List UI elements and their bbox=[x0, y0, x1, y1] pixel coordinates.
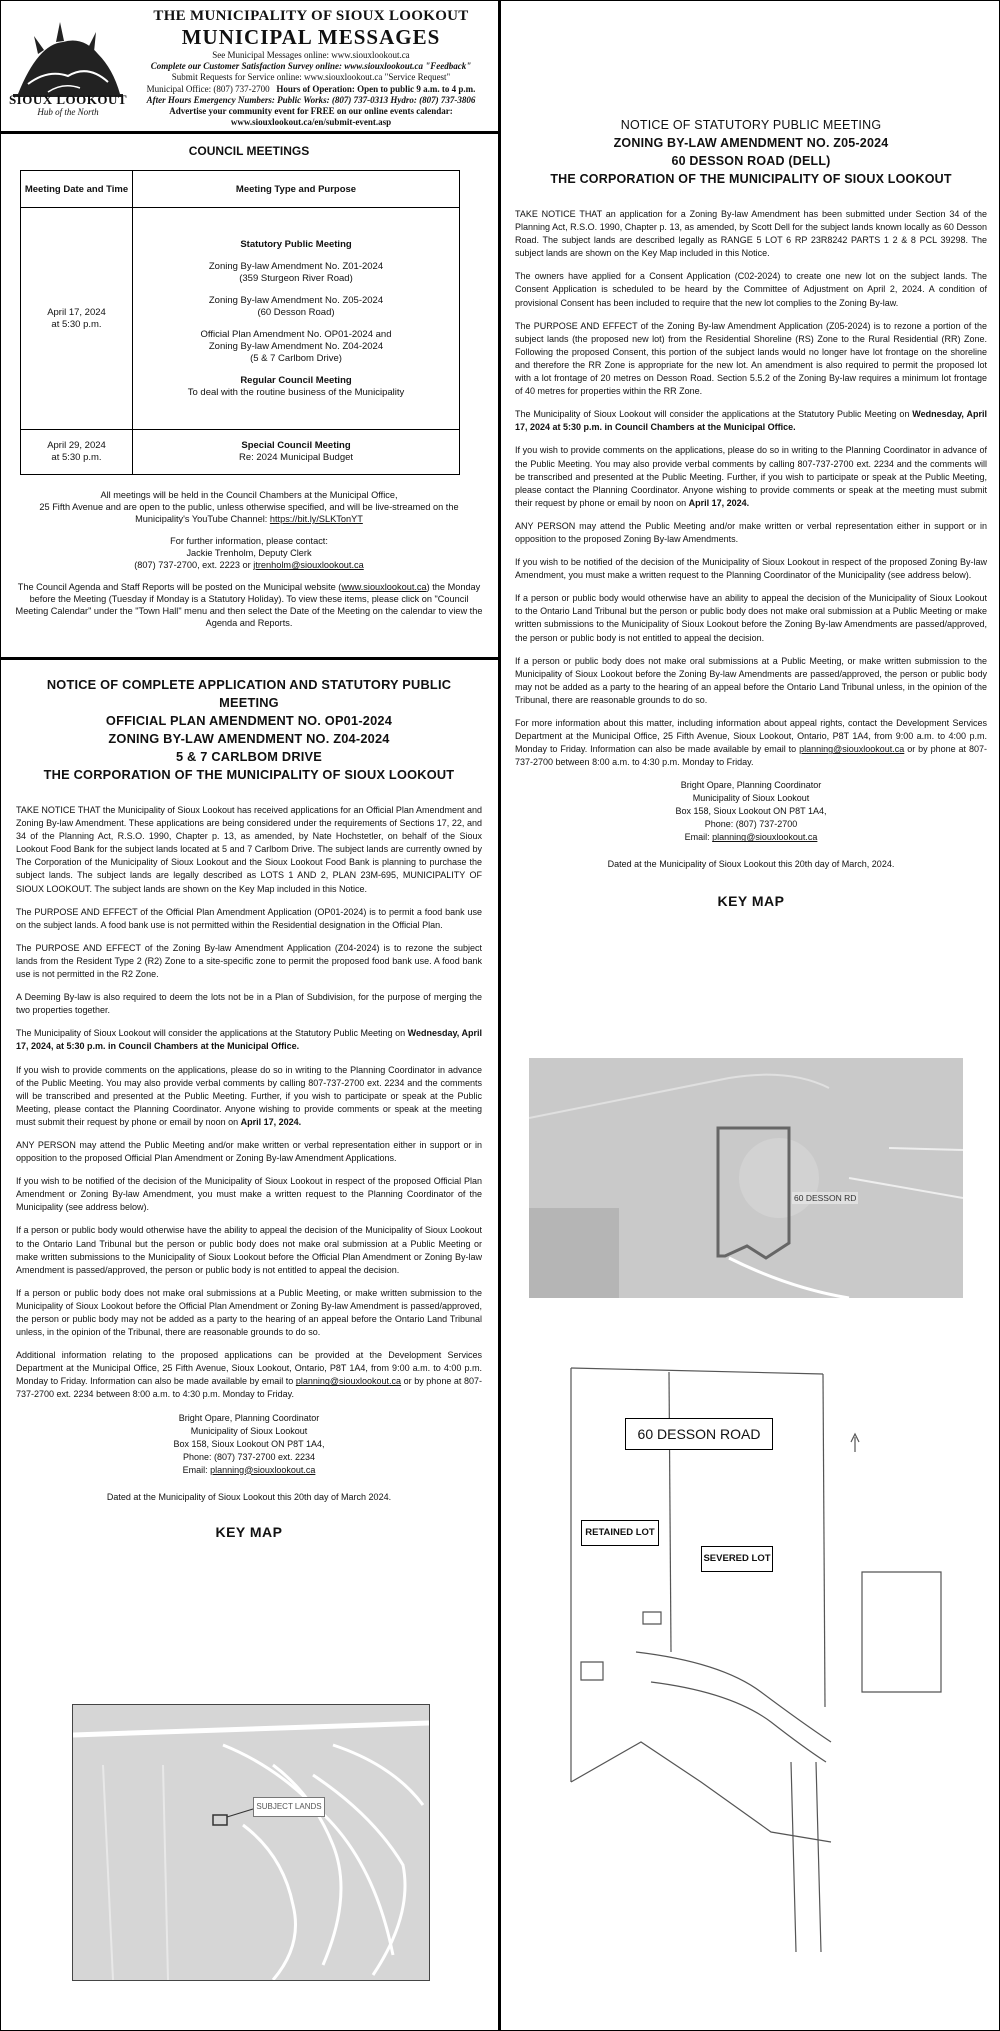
notice-op01-section bbox=[0, 676, 498, 1540]
council-meetings-title: COUNCIL MEETINGS bbox=[188, 144, 310, 158]
meeting-date-cell bbox=[21, 430, 133, 475]
meeting-type: Special Council Meeting bbox=[241, 440, 351, 451]
notice-paragraph bbox=[16, 1027, 482, 1053]
desson-road-map-label: 60 DESSON RD bbox=[794, 1193, 857, 1203]
masthead-title: MUNICIPAL MESSAGES bbox=[181, 25, 441, 49]
contact-text: (807) 737-2700, ext. 2223 or bbox=[134, 560, 251, 570]
paragraph-text: The Municipality of Sioux Lookout will consider the applications at the Statutory Public Meeting on bbox=[515, 409, 913, 420]
masthead-line-office bbox=[128, 84, 494, 95]
signature-block bbox=[16, 1412, 482, 1477]
meeting-purpose-cell bbox=[133, 208, 460, 430]
planning-email-link[interactable]: planning@siouxlookout.ca bbox=[210, 1464, 316, 1475]
masthead bbox=[0, 0, 498, 132]
signature-line: Phone: (807) 737-2700 ext. 2234 bbox=[182, 1451, 316, 1462]
notice-paragraph bbox=[16, 1349, 482, 1401]
signature-line: Phone: (807) 737-2700 bbox=[704, 819, 798, 830]
keymap-title: KEY MAP bbox=[215, 1523, 283, 1540]
lot-sketch bbox=[541, 1362, 971, 1952]
signature-line bbox=[16, 1464, 482, 1477]
notice-z05-section bbox=[515, 116, 987, 909]
signature-block bbox=[515, 779, 987, 844]
planning-email-link[interactable]: planning@siouxlookout.ca bbox=[712, 832, 818, 843]
meeting-date-bold: Wednesday, April 17, 2024, at 5:30 p.m. in Council Chambers at the Municipal Office. bbox=[16, 1028, 483, 1052]
col-header-date: Meeting Date and Time bbox=[21, 171, 133, 208]
notice-paragraph: TAKE NOTICE THAT an application for a Zoning By-law Amendment has been submitted under Section 34 of the Planning Act, R.S.O. 1990, Chapter p. 13, as amended, by Scott Dell for the subject lands known locally as 60 Desson Road. The subject lands are described legally as RANGE 5 LOT 6 RP 23R8242 PARTS 1 2 & 8 PCL 39298. The subject lands are shown on the Key Map included in this Notice. bbox=[515, 209, 987, 259]
council-rule bbox=[0, 657, 498, 660]
meeting-date-bold: Wednesday, April 17, 2024 at 5:30 p.m. in Council Chambers at the Municipal Office. bbox=[515, 409, 988, 433]
masthead-org: THE MUNICIPALITY OF SIOUX LOOKOUT bbox=[153, 8, 469, 24]
sketch-title-label: 60 DESSON ROAD bbox=[625, 1418, 773, 1450]
retained-lot-label: RETAINED LOT bbox=[581, 1520, 659, 1546]
meeting-item: (60 Desson Road) bbox=[257, 306, 335, 318]
notice-paragraph bbox=[16, 1064, 482, 1129]
masthead-line-service: Submit Requests for Service online: www.siouxlookout.ca "Service Request" bbox=[171, 72, 451, 83]
title-line: 5 & 7 CARLBOM DRIVE bbox=[175, 749, 322, 764]
signature-line: Municipality of Sioux Lookout bbox=[190, 1425, 308, 1436]
masthead-line-emergency: After Hours Emergency Numbers: Public Works: (807) 737-0313 Hydro: (807) 737-3806 bbox=[146, 94, 476, 105]
signature-line: Box 158, Sioux Lookout ON P8T 1A4, bbox=[675, 806, 827, 817]
paragraph-text: The Municipality of Sioux Lookout will consider the applications at the Statutory Public Meeting on bbox=[16, 1028, 408, 1039]
meeting-item: Zoning By-law Amendment No. Z04-2024 bbox=[208, 340, 384, 352]
table-row bbox=[21, 430, 460, 475]
info-line: 25 Fifth Avenue and are open to the public, unless otherwise specified, and will be live-streamed on the bbox=[39, 502, 459, 512]
notice-z05-title bbox=[515, 116, 987, 188]
contact-line: For further information, please contact: bbox=[170, 536, 328, 546]
meeting-time: at 5:30 p.m. bbox=[51, 318, 102, 330]
notice-paragraph: The PURPOSE AND EFFECT of the Zoning By-law Amendment Application (Z04-2024) is to rezone the subject lands from the Resident Type 2 (R2) Zone to a site-specific zone to permit the proposed food bank use. A food bank use is not permitted in the R2 Zone. bbox=[16, 942, 482, 980]
planning-email-link[interactable]: planning@siouxlookout.ca bbox=[799, 744, 905, 755]
meeting-type: Statutory Public Meeting bbox=[240, 238, 352, 250]
planning-email-link[interactable]: planning@siouxlookout.ca bbox=[295, 1376, 402, 1387]
deadline-bold: April 17, 2024. bbox=[240, 1116, 302, 1127]
key-map-carlbom bbox=[72, 1704, 430, 1981]
meeting-date-cell bbox=[21, 208, 133, 430]
signature-line: Municipality of Sioux Lookout bbox=[692, 793, 810, 804]
meeting-purpose-cell bbox=[133, 430, 460, 475]
masthead-line-survey: Complete our Customer Satisfaction Survey online: www.siouxlookout.ca "Feedback" bbox=[150, 61, 472, 72]
notice-paragraph: If a person or public body would otherwise have the ability to appeal the decision of the Municipality of Sioux Lookout to the Ontario Land Tribunal but the person or public body does not make oral submission at a Public Meeting or make written submissions to the Municipality of Sioux Lookout before the Official Plan Amendment or Zoning By-law Amendment is passed/approved, the person or public body is not entitled to appeal the decision. bbox=[16, 1225, 482, 1275]
notice-paragraph bbox=[515, 408, 987, 434]
signature-line: Box 158, Sioux Lookout ON P8T 1A4, bbox=[173, 1438, 325, 1449]
meeting-item: (359 Sturgeon River Road) bbox=[239, 272, 353, 284]
col-header-type: Meeting Type and Purpose bbox=[133, 171, 460, 208]
masthead-line-online: See Municipal Messages online: www.siouxlookout.ca bbox=[212, 50, 410, 60]
logo-tagline: Hub of the North bbox=[37, 107, 99, 117]
info-line: All meetings will be held in the Council Chambers at the Municipal Office, bbox=[100, 490, 398, 500]
signature-line: Bright Opare, Planning Coordinator bbox=[680, 780, 822, 791]
meeting-type: Regular Council Meeting bbox=[240, 374, 352, 386]
email-label: Email: bbox=[182, 1464, 208, 1475]
masthead-line-events: Advertise your community event for FREE on our online events calendar: bbox=[169, 106, 453, 117]
meeting-item: (5 & 7 Carlbom Drive) bbox=[250, 352, 342, 364]
masthead-text bbox=[128, 8, 494, 128]
title-line: ZONING BY-LAW AMENDMENT NO. Z04-2024 bbox=[108, 731, 390, 746]
meeting-date: April 29, 2024 bbox=[47, 440, 106, 451]
notice-paragraph: The PURPOSE AND EFFECT of the Zoning By-law Amendment Application (Z05-2024) is to rezone a portion of the subject lands (the proposed new lot) from the Residential Shoreline (RS) Zone to the Rural Residential (RR) Zone. Following the proposed Consent, this portion of the subject lands would no longer have lot frontage on the shoreline and therefore the RR Zone is appropriate for the new lot. An amendment is also required to permit the proposed lot with a lot frontage of 20 metres on Desson Road. Section 5.5.2 of the Zoning By-law requires a minimum lot frontage of 40 metres for properties within the RR Zone. bbox=[515, 320, 987, 397]
office-phone: Municipal Office: (807) 737-2700 bbox=[146, 83, 270, 94]
notice-paragraph: ANY PERSON may attend the Public Meeting and/or make written or verbal representation either in support or in opposition to the proposed Official Plan Amendment or Zoning By-law Amendment Applications. bbox=[16, 1139, 482, 1164]
paragraph-text: or by phone at 807-737-2700 between 8:00 a.m. to 4:30 p.m. Monday to Friday. bbox=[515, 744, 987, 768]
paragraph-text: Additional information relating to the proposed applications can be provided at the Development Services Department at the Municipal Office, 25 Fifth Avenue, Sioux Lookout, Ontario, P8T 1A4, from 9:00 a.m. to 4:00 p.m. Monday to Friday. Information can also be made available by email to bbox=[16, 1350, 482, 1387]
meeting-item: Zoning By-law Amendment No. Z01-2024 bbox=[208, 260, 384, 272]
info-line bbox=[14, 513, 484, 525]
paragraph-text: If you wish to provide comments on the applications, please do so in writing to the Planning Coordinator in advance of the Public Meeting. You may also provide verbal comments by calling 807-737-2700 ext. 2234 and the comments will be transcribed and presented at the Public Meeting. Further, if you wish to participate or speak at the Public Meeting, please contact the Planning Coordinator. Anyone wishing to provide comments or speak at the meeting must submit their request by phone or email by noon on bbox=[515, 445, 987, 508]
meeting-date: April 17, 2024 bbox=[47, 306, 106, 318]
info-text: Municipality's YouTube Channel: bbox=[135, 514, 268, 524]
meeting-item: Official Plan Amendment No. OP01-2024 and bbox=[200, 328, 392, 340]
column-divider bbox=[498, 0, 501, 2031]
council-meetings-section bbox=[0, 144, 498, 629]
contact-info bbox=[0, 535, 498, 571]
dated-line: Dated at the Municipality of Sioux Lookout this 20th day of March, 2024. bbox=[607, 859, 895, 870]
notice-paragraph: TAKE NOTICE THAT the Municipality of Sioux Lookout has received applications for an Official Plan Amendment and Zoning By-law Amendment. These applications are being considered under the requirements of Sections 17, 22, and 34 of the Planning Act, R.S.O. 1990, Chapter p. 13, as amended, by Nate Hochstetler, on behalf of the Sioux Lookout Food Bank for the subject lands located at 5 and 7 Carlbom Drive. The subject lands are currently owned by The Corporation of the Municipality of Sioux Lookout and the Sioux Lookout Food Bank is planning to purchase the subject lands. The subject lands are legally described as LOTS 1 AND 2, PLAN 23M-695, MUNICIPALITY OF SIOUX LOOKOUT. The subject lands are shown on the Key Map included in this Notice. bbox=[16, 805, 482, 894]
meeting-item: To deal with the routine business of the Municipality bbox=[187, 386, 405, 398]
meeting-item: Zoning By-law Amendment No. Z05-2024 bbox=[208, 294, 384, 306]
notice-paragraph: The owners have applied for a Consent Application (C02-2024) to create one new lot on the subject lands. The Consent Application is scheduled to be heard by the Committee of Adjustment on April 2, 2024. A condition of provisional Consent has been included to require that the new lot complies to the Zoning By-law. bbox=[515, 271, 987, 308]
email-label: Email: bbox=[684, 832, 710, 843]
title-line: NOTICE OF STATUTORY PUBLIC MEETING bbox=[620, 118, 882, 132]
masthead-line-events-url: www.siouxlookout.ca/en/submit-event.asp bbox=[230, 117, 392, 128]
clerk-email-link[interactable]: jtrenholm@siouxlookout.ca bbox=[253, 560, 364, 570]
subject-lands-label: SUBJECT LANDS bbox=[253, 1797, 325, 1817]
title-line: ZONING BY-LAW AMENDMENT NO. Z05-2024 bbox=[613, 136, 889, 150]
meeting-item: Re: 2024 Municipal Budget bbox=[238, 452, 354, 463]
title-line: OFFICIAL PLAN AMENDMENT NO. OP01-2024 bbox=[105, 713, 393, 728]
notice-paragraph: ANY PERSON may attend the Public Meeting and/or make written or verbal representation either in support or in opposition to the proposed Zoning By-law Amendments. bbox=[515, 520, 987, 544]
masthead-rule bbox=[0, 131, 498, 134]
table-header-row bbox=[21, 171, 460, 208]
dated-line: Dated at the Municipality of Sioux Lookout this 20th day of March 2024. bbox=[106, 1491, 392, 1502]
title-line: NOTICE OF COMPLETE APPLICATION AND STATUTORY PUBLIC MEETING bbox=[46, 677, 452, 710]
contact-line bbox=[0, 559, 498, 571]
logo-wordmark: SIOUX LOOKOUT bbox=[8, 92, 128, 107]
youtube-link[interactable]: https://bit.ly/SLKTonYT bbox=[269, 514, 363, 524]
title-line: THE CORPORATION OF THE MUNICIPALITY OF SIOUX LOOKOUT bbox=[43, 767, 455, 782]
aerial-map-graphic bbox=[529, 1058, 963, 1298]
notice-paragraph: If a person or public body does not make oral submissions at a Public Meeting, or make written submission to the Municipality of Sioux Lookout before the Zoning By-law Amendments are passed/approved, the person or public body may not be added as a party to the hearing of an appeal before the Ontario Land Tribunal unless, in the opinion of the Tribunal, there are reasonable grounds to do so. bbox=[515, 655, 987, 705]
website-link[interactable]: www.siouxlookout.ca bbox=[341, 582, 427, 592]
contact-line: Jackie Trenholm, Deputy Clerk bbox=[186, 548, 312, 558]
office-hours: Hours of Operation: Open to public 9 a.m. to 4 p.m. bbox=[276, 83, 476, 94]
signature-line bbox=[515, 831, 987, 844]
table-row bbox=[21, 208, 460, 430]
severed-lot-label: SEVERED LOT bbox=[701, 1546, 773, 1572]
meeting-time: at 5:30 p.m. bbox=[51, 452, 102, 463]
notice-paragraph: If a person or public body does not make oral submissions at a Public Meeting, or make written submission to the Municipality of Sioux Lookout before the Official Plan Amendment or Zoning By-law Amendment is passed/approved, the person or public body may not be added as a party to the hearing of an appeal before the Ontario Land Tribunal unless, in the opinion of the Tribunal, there are reasonable grounds to do so. bbox=[16, 1287, 482, 1338]
notice-paragraph: If you wish to be notified of the decision of the Municipality of Sioux Lookout in respect of the proposed Official Plan Amendment or Zoning By-law Amendment, you must make a written request to the Planning Coordinator of the Municipality (see address below). bbox=[16, 1176, 482, 1213]
title-line: 60 DESSON ROAD (DELL) bbox=[671, 154, 831, 168]
notice-paragraph: A Deeming By-law is also required to deem the lots not be in a Plan of Subdivision, for the purpose of merging the two properties together. bbox=[16, 992, 482, 1016]
notice-paragraph: The PURPOSE AND EFFECT of the Official Plan Amendment Application (OP01-2024) is to permit a food bank use on the subject lands. A food bank use is not permitted within the Residential designation in the Official Plan. bbox=[16, 906, 482, 930]
paragraph-text: For more information about this matter, including information about appeal rights, contact the Development Services Department at the Municipal Office, 25 Fifth Avenue, Sioux Lookout, Ontario, P8T 1A4, from 9:00 a.m. to 4:00 p.m. Monday to Friday. Information can also be made available by email to bbox=[515, 718, 987, 755]
notice-paragraph: If a person or public body would otherwise have an ability to appeal the decision of the Municipality of Sioux Lookout to the Ontario Land Tribunal but the person or public body does not make oral submission at a Public Meeting or make written submissions to the Municipality of Sioux Lookout before the Zoning By-law Amendments are passed/approved, the person or public body is not entitled to appeal the decision. bbox=[515, 593, 987, 643]
paragraph-text: If you wish to provide comments on the applications, please do so in writing to the Planning Coordinator in advance of the Public Meeting. You may also provide verbal comments by calling 807-737-2700 ext. 2234 and the comments will be transcribed and presented at the Public Meeting. Further, if you wish to participate or speak at the Public Meeting, please contact the Planning Coordinator. Anyone wishing to provide comments or speak at the meeting must submit their request by phone or email by noon on bbox=[16, 1064, 482, 1127]
notice-paragraph: If you wish to be notified of the decision of the Municipality of Sioux Lookout in respect of the proposed Zoning By-law Amendment, you must make a written request to the Planning Coordinator of the Municipality (see address below). bbox=[515, 557, 987, 581]
map-streets-graphic bbox=[73, 1705, 429, 1980]
hand-drawn-survey-sketch bbox=[541, 1362, 971, 1952]
deadline-bold: April 17, 2024. bbox=[688, 497, 750, 508]
agenda-info bbox=[0, 581, 498, 629]
signature-line: Bright Opare, Planning Coordinator bbox=[178, 1412, 320, 1423]
notice-paragraph bbox=[515, 444, 987, 509]
keymap-title: KEY MAP bbox=[717, 893, 785, 910]
paragraph-text: or by phone at 807-737-2700 ext. 2234 between 8:00 a.m. to 4:30 p.m. Monday to Friday. bbox=[16, 1376, 482, 1400]
agenda-text: ) the Monday before the Meeting (Tuesday if Monday is a Statutory Holiday). To view these items, please click on "Council Meeting Calendar" under the "Town Hall" menu and then select the Date of the Meeting on the calendar to view the Agenda and Reports. bbox=[15, 582, 483, 628]
title-line: THE CORPORATION OF THE MUNICIPALITY OF SIOUX LOOKOUT bbox=[550, 172, 952, 186]
agenda-text: The Council Agenda and Staff Reports will be posted on the Municipal website ( bbox=[17, 582, 342, 592]
key-map-desson bbox=[529, 1058, 963, 1298]
meeting-location-info bbox=[0, 489, 498, 525]
council-meetings-table bbox=[20, 170, 460, 475]
notice-op01-title bbox=[16, 676, 482, 784]
notice-paragraph bbox=[515, 717, 987, 769]
